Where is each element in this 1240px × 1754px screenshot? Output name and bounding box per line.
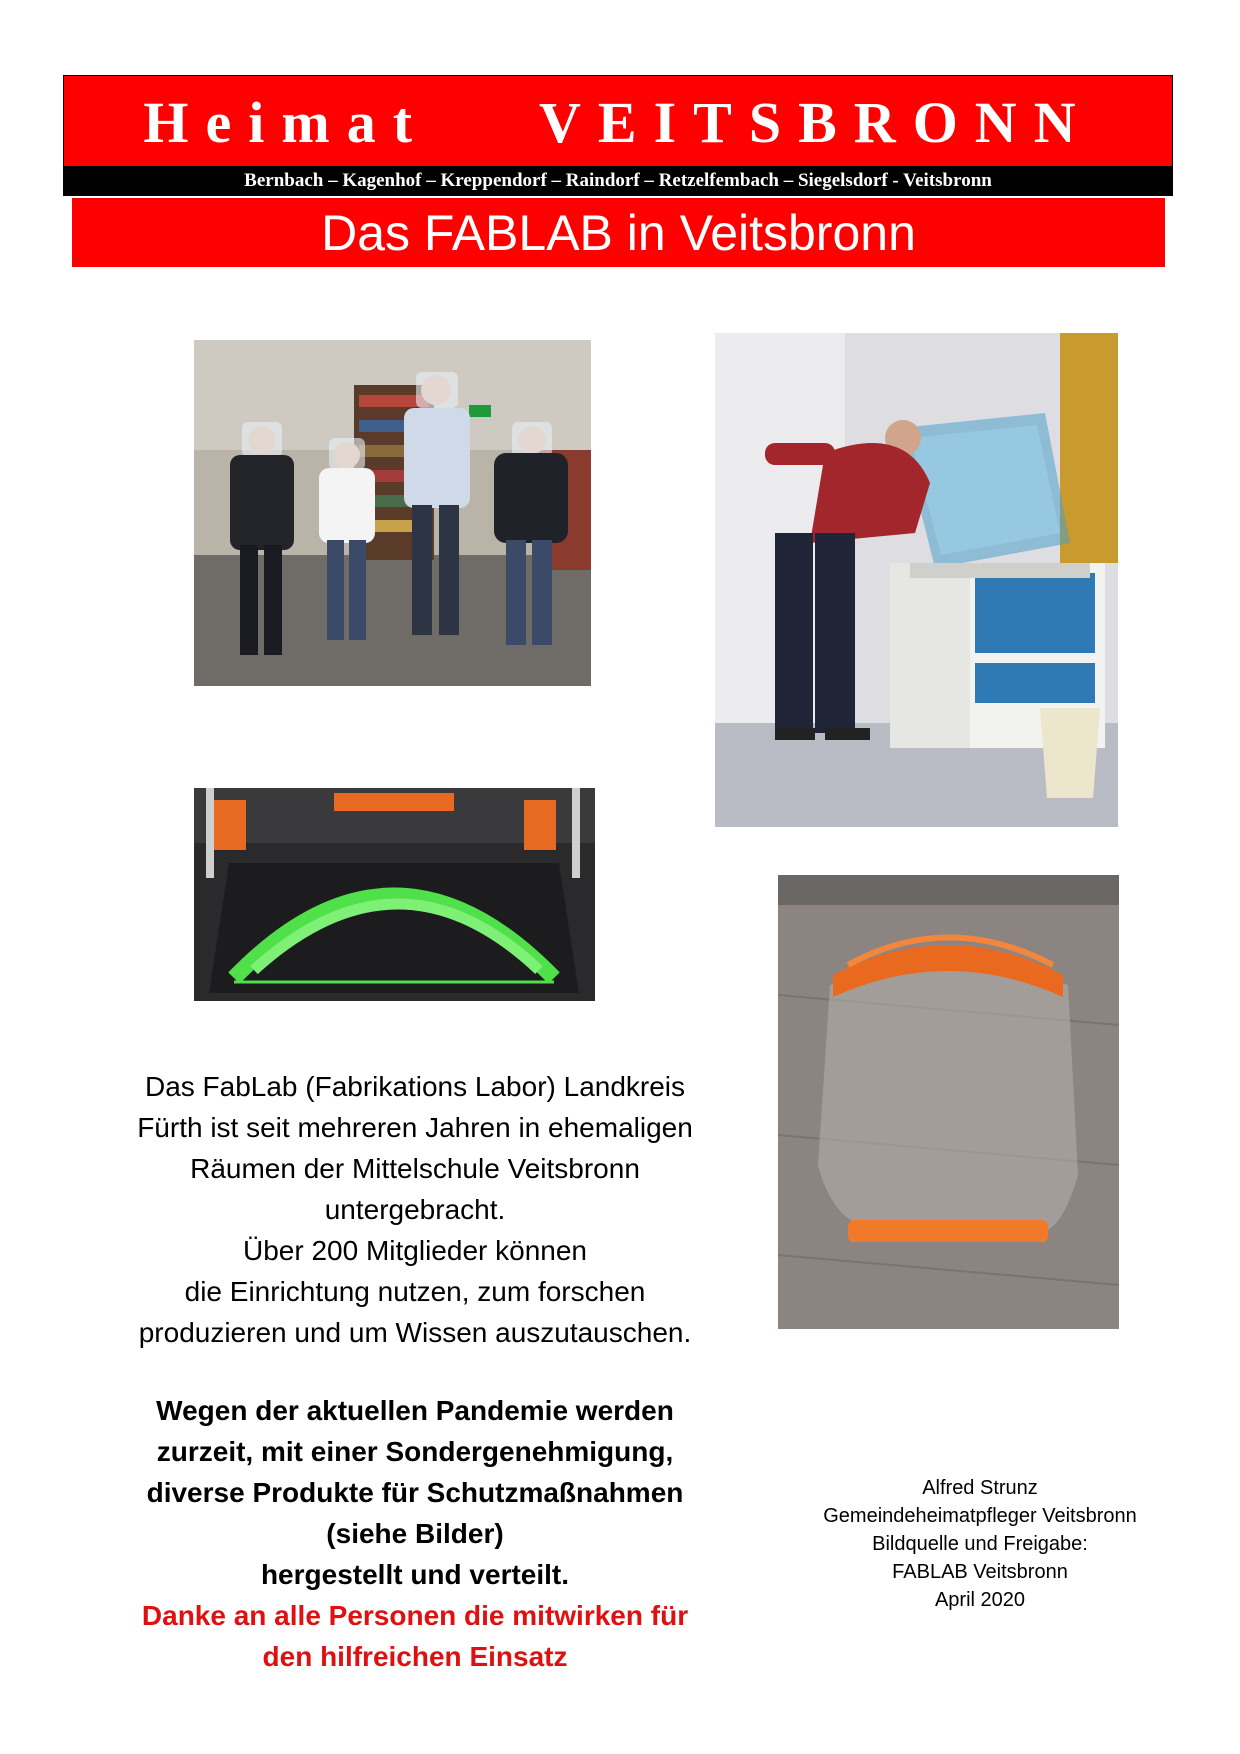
intro-text bbox=[100, 1066, 730, 1353]
thanks-line: Danke an alle Personen die mitwirken für bbox=[141, 1600, 689, 1631]
credits-author: Alfred Strunz bbox=[922, 1477, 1038, 1499]
masthead-title bbox=[64, 76, 1172, 168]
credits-date: April 2020 bbox=[934, 1589, 1026, 1611]
credits-role: Gemeindeheimatpfleger Veitsbronn bbox=[823, 1505, 1137, 1527]
photo-laser-cutter bbox=[715, 333, 1118, 827]
credits-source-label: Bildquelle und Freigabe: bbox=[872, 1533, 1088, 1555]
pandemic-line: Wegen der aktuellen Pandemie werden bbox=[156, 1395, 674, 1426]
intro-line: Das FabLab (Fabrikations Labor) Landkreis bbox=[144, 1071, 686, 1102]
photo-team-with-face-shields bbox=[194, 340, 591, 686]
credits-source: FABLAB Veitsbronn bbox=[892, 1561, 1068, 1583]
intro-line: Fürth ist seit mehreren Jahren in ehemaligen bbox=[137, 1112, 693, 1143]
masthead bbox=[63, 75, 1173, 196]
pandemic-line: zurzeit, mit einer Sondergenehmigung, bbox=[156, 1436, 674, 1467]
pandemic-line: (siehe Bilder) bbox=[326, 1518, 504, 1549]
pandemic-line: hergestellt und verteilt. bbox=[260, 1559, 570, 1590]
intro-line: untergebracht. bbox=[324, 1194, 506, 1225]
pandemic-notice bbox=[100, 1390, 730, 1677]
intro-line: Räumen der Mittelschule Veitsbronn bbox=[190, 1153, 640, 1184]
masthead-word-town: VEITSBRONN bbox=[539, 89, 1093, 155]
masthead-word-heimat: Heimat bbox=[143, 89, 430, 155]
page-subtitle: Das FABLAB in Veitsbronn bbox=[72, 198, 1165, 267]
intro-line: produzieren und um Wissen auszutauschen. bbox=[138, 1317, 692, 1348]
photo-3d-printer-visor-frames bbox=[194, 788, 595, 1001]
pandemic-line: diverse Produkte für Schutzmaßnahmen bbox=[146, 1477, 684, 1508]
intro-line: Über 200 Mitglieder können bbox=[243, 1235, 587, 1266]
thanks-line: den hilfreichen Einsatz bbox=[262, 1641, 568, 1672]
village-list: Bernbach – Kagenhof – Kreppendorf – Raindorf – Retzelfembach – Siegelsdorf - Veitsbronn bbox=[64, 166, 1172, 195]
photo-credits bbox=[800, 1474, 1160, 1614]
photo-orange-face-shield bbox=[778, 875, 1119, 1329]
intro-line: die Einrichtung nutzen, zum forschen bbox=[184, 1276, 646, 1307]
